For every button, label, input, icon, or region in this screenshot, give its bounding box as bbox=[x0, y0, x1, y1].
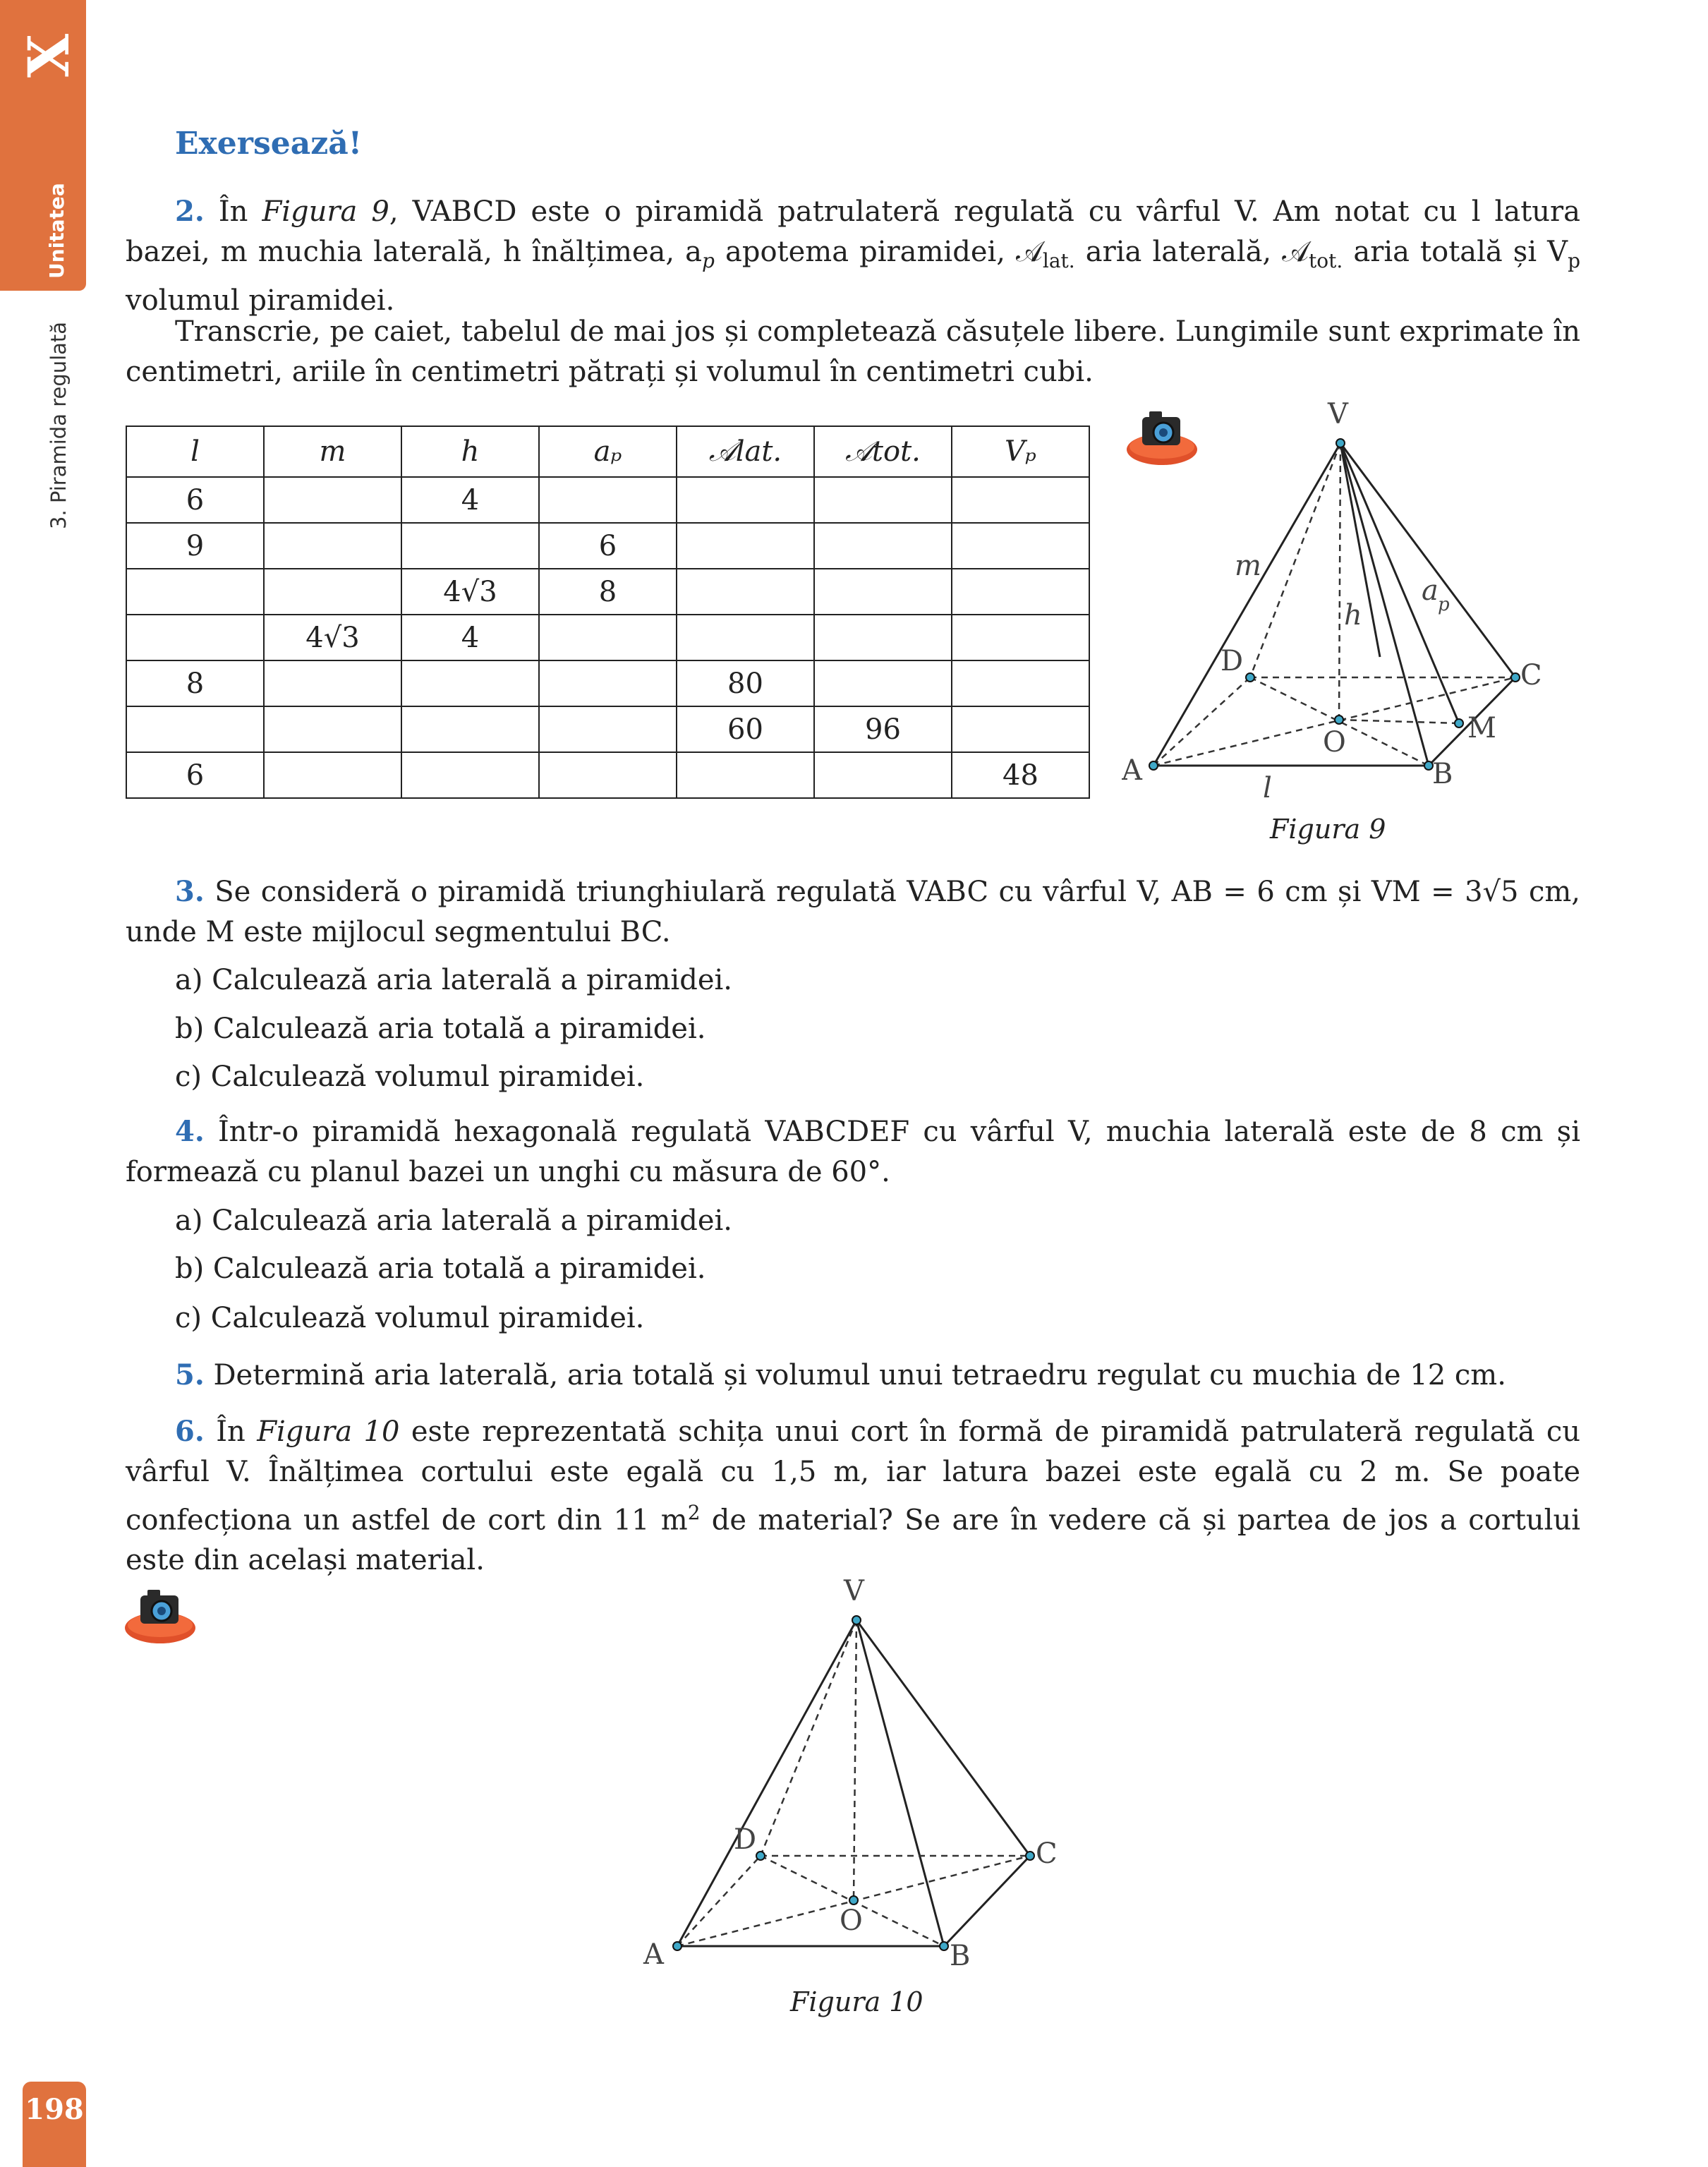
table-cell: 6 bbox=[126, 477, 264, 523]
table-cell bbox=[264, 752, 401, 798]
label-b: B bbox=[950, 1940, 971, 1969]
label-c: C bbox=[1520, 659, 1542, 692]
point-o bbox=[1335, 716, 1343, 724]
label-m-edge: m bbox=[1235, 550, 1261, 582]
table-row bbox=[126, 660, 1089, 706]
page-number: 198 bbox=[25, 2093, 84, 2126]
point-c bbox=[1026, 1852, 1034, 1860]
table-row bbox=[126, 615, 1089, 660]
point-b bbox=[940, 1942, 948, 1950]
table-cell bbox=[401, 752, 539, 798]
exercise-3-text: 3. Se consideră o piramidă triunghiulară regulată VABC cu vârful V, AB = 6 cm și VM = 3√5 cm, unde M este mijlocul segmentului BC. bbox=[126, 875, 1580, 948]
table-cell bbox=[401, 660, 539, 706]
point-m bbox=[1455, 719, 1463, 728]
exercise-4-item-b: b) Calculează aria totală a piramidei. bbox=[175, 1252, 706, 1285]
table-header: Vₚ bbox=[952, 426, 1089, 477]
exercise-number: 3. bbox=[175, 875, 205, 908]
point-d bbox=[1246, 673, 1254, 682]
table-header: aₚ bbox=[539, 426, 677, 477]
table-cell bbox=[539, 615, 677, 660]
table-cell bbox=[814, 660, 952, 706]
point-d bbox=[756, 1852, 765, 1860]
table-cell bbox=[952, 706, 1089, 752]
label-b: B bbox=[1432, 758, 1453, 790]
table-cell bbox=[814, 477, 952, 523]
figure-9-caption: Figura 9 bbox=[1270, 814, 1386, 845]
table-cell: 4√3 bbox=[401, 569, 539, 615]
exercise-3-item-a: a) Calculează aria laterală a piramidei. bbox=[175, 964, 732, 996]
table-cell bbox=[814, 569, 952, 615]
point-a bbox=[673, 1942, 682, 1950]
table-cell: 60 bbox=[677, 706, 814, 752]
table-cell bbox=[677, 523, 814, 569]
table-cell bbox=[677, 569, 814, 615]
label-h: h bbox=[1344, 599, 1362, 632]
label-d: D bbox=[734, 1823, 757, 1856]
table-cell bbox=[539, 706, 677, 752]
exercise-2-instruction: Transcrie, pe caiet, tabelul de mai jos și completează căsuțele libere. Lungimile sunt exprimate în centimetri, ariile în centimetri pătrați și volumul în centimetri cubi. bbox=[126, 315, 1580, 388]
label-ap-sub: p bbox=[1438, 594, 1450, 615]
table-cell bbox=[264, 523, 401, 569]
label-m: M bbox=[1467, 712, 1496, 744]
table-cell bbox=[264, 706, 401, 752]
table-cell bbox=[814, 752, 952, 798]
table-cell bbox=[677, 752, 814, 798]
table-cell: 9 bbox=[126, 523, 264, 569]
figure-9 bbox=[1122, 399, 1616, 815]
table-cell bbox=[952, 523, 1089, 569]
exercise-number: 2. bbox=[175, 195, 205, 228]
label-d: D bbox=[1221, 645, 1244, 677]
label-o: O bbox=[1323, 726, 1346, 759]
table-cell bbox=[952, 569, 1089, 615]
label-v: V bbox=[844, 1575, 864, 1607]
table-cell bbox=[677, 477, 814, 523]
exercise-3-item-b: b) Calculează aria totală a piramidei. bbox=[175, 1013, 706, 1045]
label-v: V bbox=[1328, 399, 1348, 430]
table-row bbox=[126, 569, 1089, 615]
table-cell: 8 bbox=[539, 569, 677, 615]
exercise-4-text: 4. Într-o piramidă hexagonală regulată VABCDEF cu vârful V, muchia laterală este de 8 cm și formează cu planul bazei un unghi cu măsura de 60°. bbox=[126, 1115, 1580, 1188]
table-header: m bbox=[264, 426, 401, 477]
table-cell bbox=[814, 523, 952, 569]
table-cell: 96 bbox=[814, 706, 952, 752]
table-header-row bbox=[126, 426, 1089, 477]
point-a bbox=[1149, 761, 1158, 770]
table-header: 𝒜tot. bbox=[814, 426, 952, 477]
table-cell bbox=[539, 752, 677, 798]
figure-reference: Figura 10 bbox=[257, 1416, 400, 1448]
exercise-4-item-c: c) Calculează volumul piramidei. bbox=[175, 1302, 645, 1334]
figure-10 bbox=[635, 1574, 1094, 1969]
section-heading: Exersează! bbox=[175, 126, 363, 162]
table-row bbox=[126, 477, 1089, 523]
exercise-4-item-a: a) Calculează aria laterală a piramidei. bbox=[175, 1205, 732, 1237]
unit-label: Unitatea bbox=[45, 183, 68, 279]
table-cell bbox=[126, 569, 264, 615]
table-cell bbox=[814, 615, 952, 660]
table-cell: 4 bbox=[401, 477, 539, 523]
exercise-2-text: 2. În Figura 9, VABCD este o piramidă patrulateră regulată cu vârful V. Am notat cu l latura bazei, m muchia laterală, h înălțimea, $a_p$ apotema piramidei, 𝒜$_{lat.}$ aria laterală, 𝒜$_{tot.}$ aria totală și $V_p$ volumul piramidei. bbox=[126, 195, 1581, 317]
table-header: h bbox=[401, 426, 539, 477]
label-a: A bbox=[1122, 754, 1142, 787]
label-ap: a bbox=[1422, 574, 1439, 607]
table-cell bbox=[539, 477, 677, 523]
table-cell bbox=[264, 660, 401, 706]
data-table bbox=[126, 425, 1090, 799]
table-cell bbox=[539, 660, 677, 706]
table-row bbox=[126, 706, 1089, 752]
unit-letter: X bbox=[16, 33, 82, 78]
point-v bbox=[852, 1616, 861, 1624]
exercise-number: 5. bbox=[175, 1358, 205, 1392]
point-c bbox=[1511, 673, 1520, 682]
table-cell bbox=[264, 477, 401, 523]
table-cell: 4√3 bbox=[264, 615, 401, 660]
label-o: O bbox=[840, 1905, 863, 1937]
table-cell: 4 bbox=[401, 615, 539, 660]
table-cell bbox=[952, 660, 1089, 706]
table-cell bbox=[952, 615, 1089, 660]
label-l: l bbox=[1263, 772, 1272, 804]
table-cell bbox=[401, 706, 539, 752]
table-row bbox=[126, 523, 1089, 569]
table-cell bbox=[264, 569, 401, 615]
table-cell bbox=[401, 523, 539, 569]
chapter-label: 3. Piramida regulată bbox=[47, 321, 71, 529]
point-v bbox=[1336, 439, 1345, 447]
table-cell: 48 bbox=[952, 752, 1089, 798]
table-row bbox=[126, 752, 1089, 798]
table-cell: 6 bbox=[126, 752, 264, 798]
table-cell bbox=[126, 615, 264, 660]
figure-10-caption: Figura 10 bbox=[790, 1986, 923, 2017]
table-cell: 6 bbox=[539, 523, 677, 569]
table-header: 𝒜lat. bbox=[677, 426, 814, 477]
exercise-number: 4. bbox=[175, 1115, 205, 1148]
table-cell bbox=[952, 477, 1089, 523]
label-a: A bbox=[643, 1938, 664, 1969]
figure-reference: Figura 9 bbox=[262, 195, 389, 228]
table-cell: 8 bbox=[126, 660, 264, 706]
table-cell bbox=[677, 615, 814, 660]
table-header: l bbox=[126, 426, 264, 477]
table-cell bbox=[126, 706, 264, 752]
exercise-number: 6. bbox=[175, 1415, 205, 1448]
exercise-6-text: 6. În Figura 10 este reprezentată schița unui cort în formă de piramidă patrulateră regulată cu vârful V. Înălțimea cortului este egală cu 1,5 m, iar latura bazei este egală cu 2 m. Se poate confecționa un astfel de cort din 11 $m^2$ de material? Se are în vedere că și partea de jos a cortului este din același material. bbox=[126, 1415, 1581, 1577]
camera-icon[interactable] bbox=[123, 1584, 201, 1648]
exercise-5-text: 5. Determină aria laterală, aria totală și volumul unui tetraedru regulat cu muchia de 12 cm. bbox=[175, 1358, 1506, 1392]
point-o bbox=[849, 1896, 858, 1905]
table-cell: 80 bbox=[677, 660, 814, 706]
exercise-3-item-c: c) Calculează volumul piramidei. bbox=[175, 1061, 645, 1093]
label-c: C bbox=[1036, 1837, 1058, 1870]
